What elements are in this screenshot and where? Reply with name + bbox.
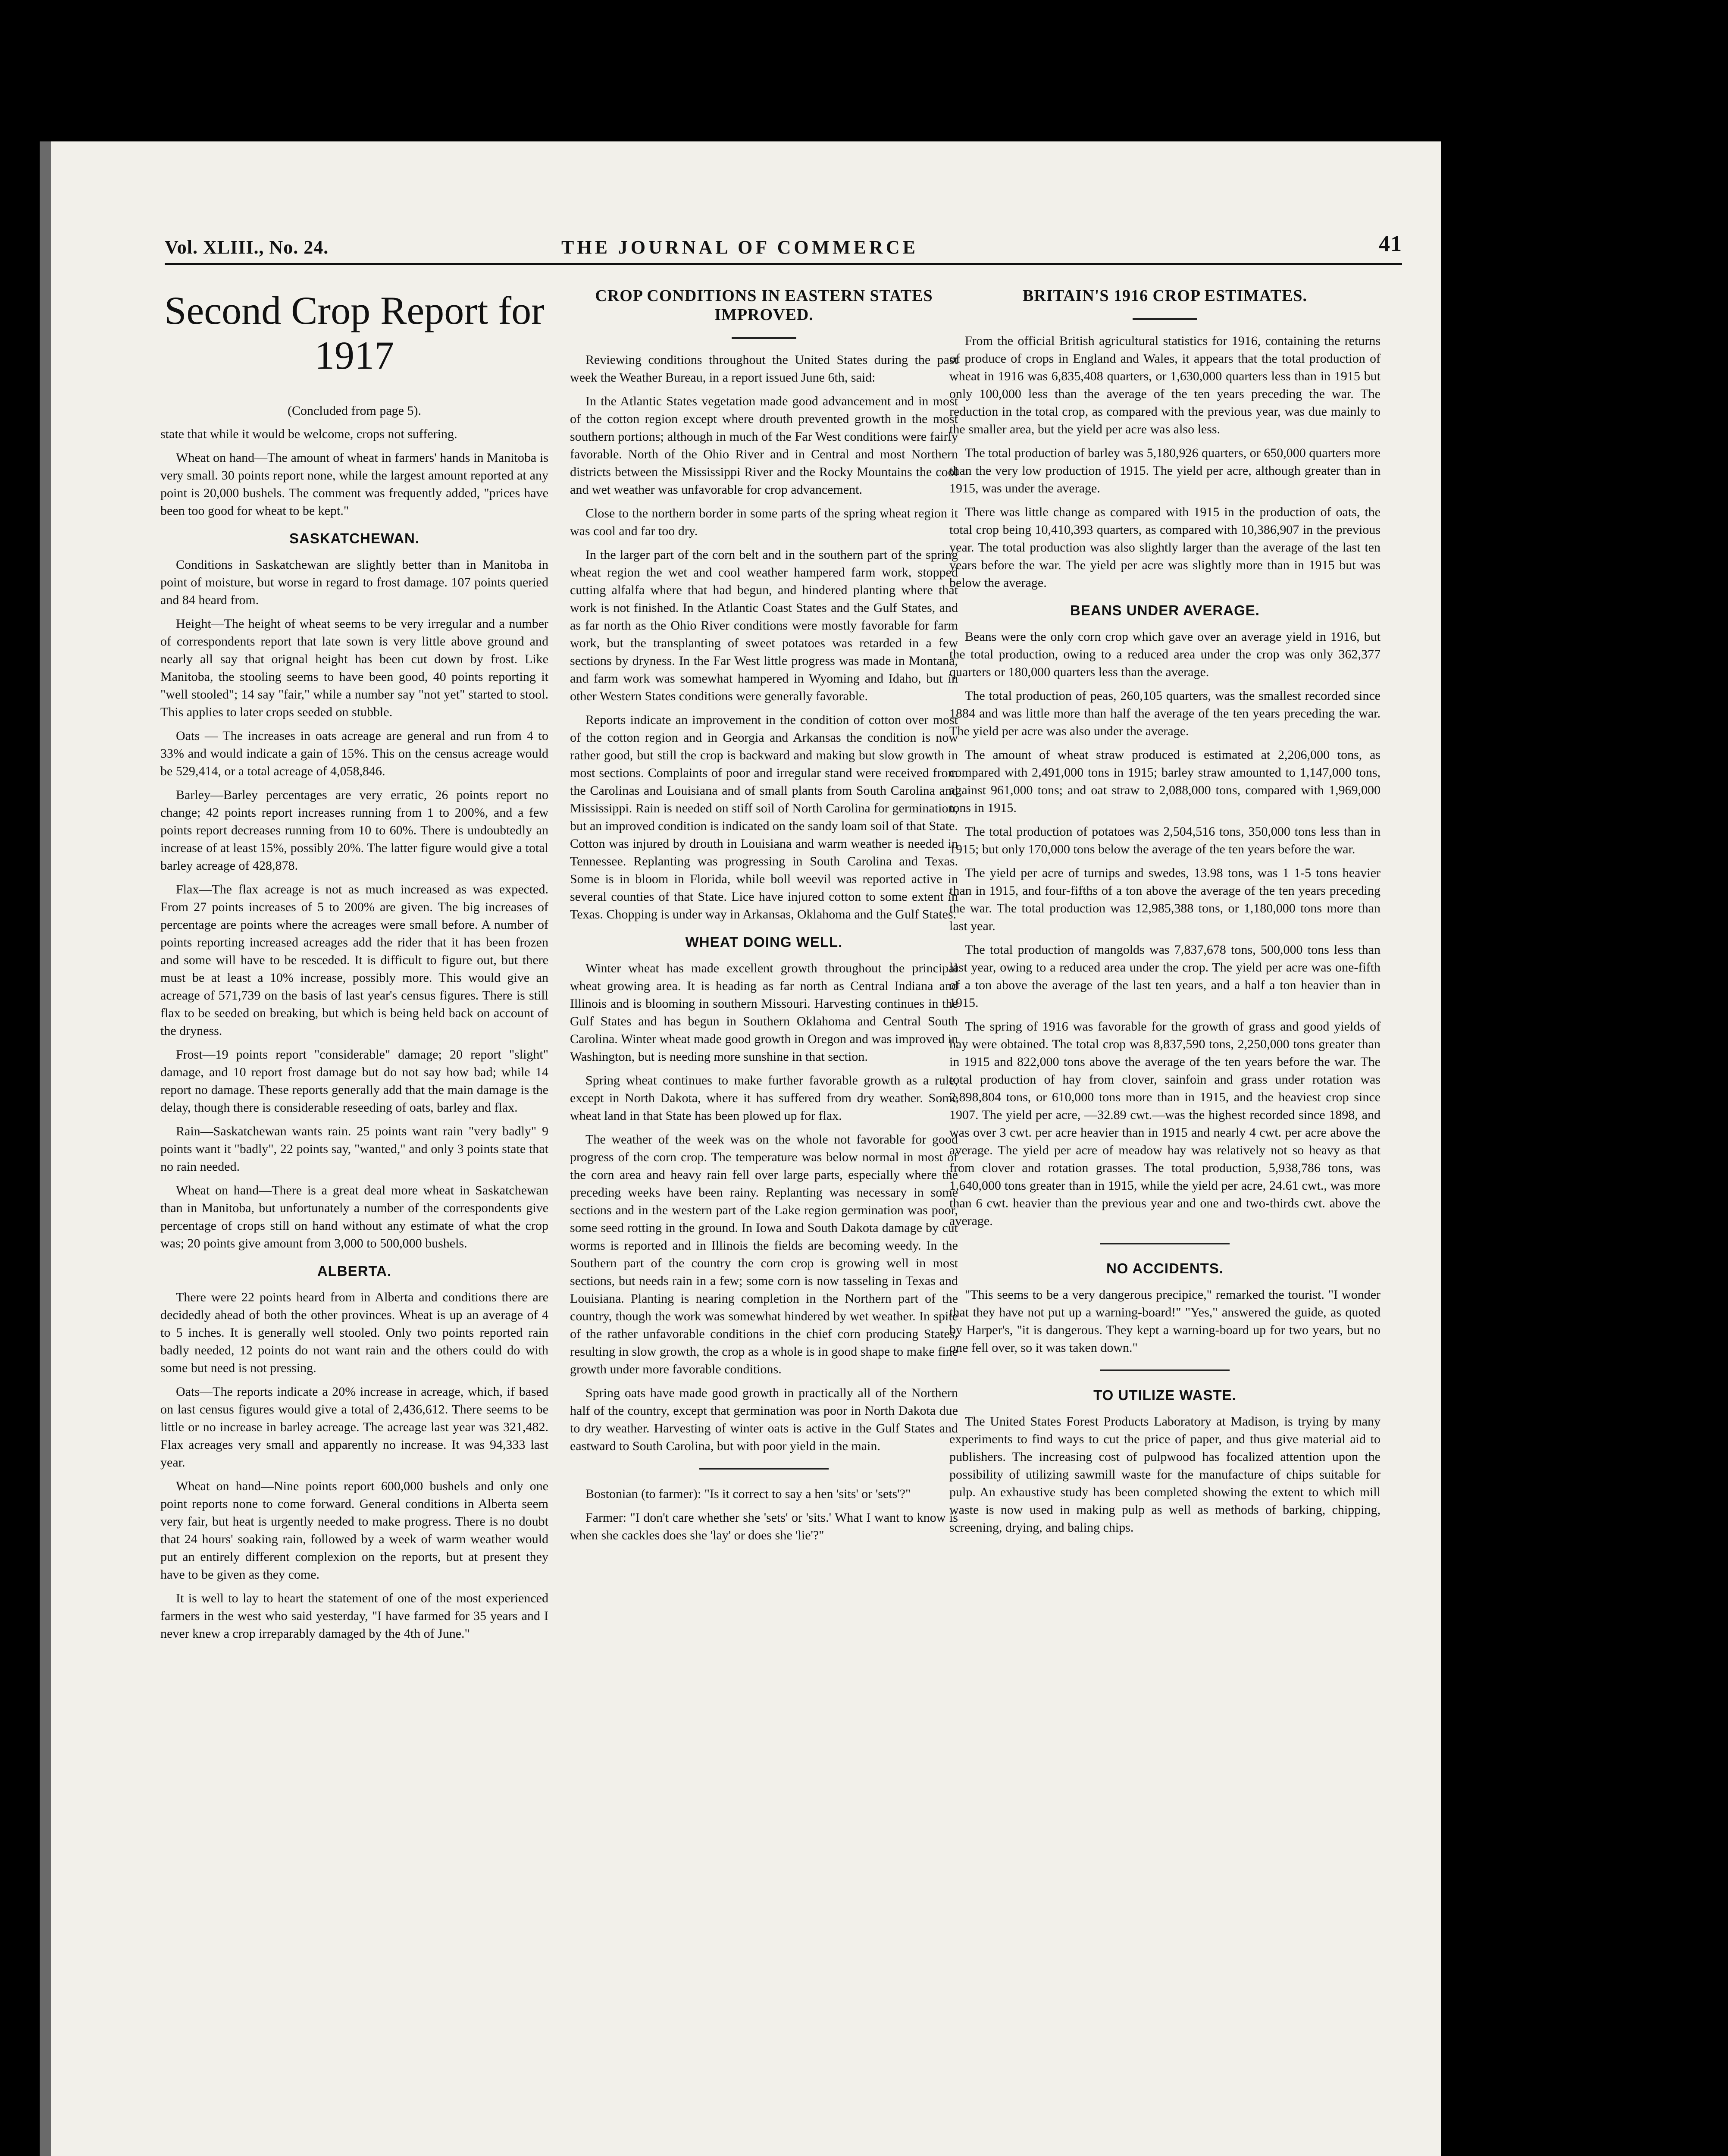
paragraph: Oats — The increases in oats acreage are general and run from 4 to 33% and would indicate a gain of 15%. This on the census acreage would be 529,414, or a total acreage of 4,058,846. — [160, 729, 548, 778]
paragraph: Frost—19 points report "considerable" damage; 20 report "slight" damage, and 10 report frost damage but do not say how bad; while 14 report no damage. These reports generally add that the main damage is the delay, though there is considerable reseeding of oats, barley and flax. — [160, 1047, 548, 1115]
paragraph: There were 22 points heard from in Alberta and conditions there are decidedly ahead of both the other provinces. Wheat is up an average of 4 to 5 inches. It is generally well stooled. Only two points reported rain badly needed, 12 points do not want rain and the others could do with some but need is not pressing. — [160, 1290, 548, 1375]
page-number: 41 — [1379, 232, 1402, 256]
paragraph: Oats—The reports indicate a 20% increase in acreage, which, if based on last census figures would give a total of 2,436,612. There seems to be little or no increase in barley acreage. The acreage last year was 321,482. Flax acreages very small and apparently no increase. It was 94,333 last year. — [160, 1385, 548, 1470]
paragraph: Height—The height of wheat seems to be very irregular and a number of correspondents report that late sown is very little above ground and nearly all say that orignal height has been cut down by frost. Like Manitoba, the stooling seems to have been good, 40 points reporting it "well stooled"; 14 say "fair," while a number say "not yet" started to stool. This applies to later crops seeded on stubble. — [160, 617, 548, 719]
page-header — [165, 232, 1402, 266]
paragraph: There was little change as compared with 1915 in the production of oats, the total crop being 10,410,393 quarters, as compared with 10,386,907 in the previous year. The total production was also slightly larger than the average of the last ten years before the war. The yield per acre was slightly more than in 1915 but was below the average. — [949, 505, 1381, 590]
paragraph: Rain—Saskatchewan wants rain. 25 points want rain "very badly" 9 points want it "badly", 22 points say, "wanted," and only 3 points state that no rain needed. — [160, 1124, 548, 1174]
paragraph: The amount of wheat straw produced is estimated at 2,206,000 tons, as compared with 2,491,000 tons in 1915; barley straw amounted to 1,147,000 tons, against 961,000 tons; and oat straw to 2,088,000 tons, compared with 1,969,000 tons in 1915. — [949, 748, 1381, 815]
paragraph: The total production of barley was 5,180,926 quarters, or 650,000 quarters more than the very low production of 1915. The yield per acre, although greater than in 1915, was under the average. — [949, 446, 1381, 495]
section-heading-saskatchewan: SASKATCHEWAN. — [289, 530, 420, 546]
section-heading-accidents: NO ACCIDENTS. — [1106, 1260, 1224, 1276]
article-title-eastern-states: CROP CONDITIONS IN EASTERN STATES IMPROVED. — [595, 287, 933, 324]
paragraph: The total production of peas, 260,105 quarters, was the smallest recorded since 1884 and was little more than half the average of the ten years preceding the war. The yield per acre was also under the average. — [949, 689, 1381, 738]
paragraph: Close to the northern border in some parts of the spring wheat region it was cool and far too dry. — [570, 506, 958, 538]
paragraph: The spring of 1916 was favorable for the growth of grass and good yields of hay were obtained. The total crop was 8,837,590 tons, 2,250,000 tons greater than in 1915 and 822,000 tons above the average of the ten years before the war. The total production of hay from clover, sainfoin and grass under rotation was 2,898,804 tons, or 610,000 tons more than in 1915, and the heaviest crop since 1907. The yield per acre, —32.89 cwt.—was the highest recorded since 1898, and was over 3 cwt. per acre heavier than in 1915 and nearly 4 cwt. per acre above the average. The yield per acre of meadow hay was relatively not so heavy as that from clover and rotation grasses. The total production, 5,938,786 tons, was 1,640,000 tons greater than in 1915, while the yield per acre, 24.61 cwt., was more than 6 cwt. heavier than the previous year and one and two-thirds cwt. above the average. — [949, 1019, 1381, 1228]
section-heading-alberta: ALBERTA. — [317, 1263, 392, 1279]
paragraph: Reviewing conditions throughout the United States during the past week the Weather Bureau, in a report issued June 6th, said: — [570, 353, 958, 385]
paragraph: Beans were the only corn crop which gave over an average yield in 1916, but the total production, owing to a reduced area under the crop was only 362,377 quarters or 180,000 quarters less than the average. — [949, 630, 1381, 679]
article-title-britain-crop: BRITAIN'S 1916 CROP ESTIMATES. — [1023, 287, 1307, 305]
paragraph: Winter wheat has made excellent growth throughout the principal wheat growing area. It is heading as far north as Central Indiana and Illinois and is blooming in southern Missouri. Harvesting continues in the Gulf States and has begun in Southern Oklahoma and Central South Carolina. Winter wheat made good growth in Oregon and was improved in Washington, but is needing more sunshine in that section. — [570, 961, 958, 1064]
paragraph: Wheat on hand—There is a great deal more wheat in Saskatchewan than in Manitoba, but unfortunately a number of the correspondents give percentage of crops still on hand without any estimate of what the crop was; 20 points give amount from 3,000 to 500,000 bushels. — [160, 1183, 548, 1250]
paragraph: The United States Forest Products Laboratory at Madison, is trying by many experiments to find ways to cut the price of paper, and thus give material aid to publishers. The increasing cost of pulpwood has focalized attention upon the possibility of utilizing sawmill waste for the manufacture of chips suitable for pulp. An exhaustive study has been completed showing the extent to which mill waste is now used in making pulp as well as methods of barking, chipping, screening, drying, and baling chips. — [949, 1414, 1381, 1535]
column-3 — [949, 271, 1381, 2151]
volume-number: Vol. XLIII., No. 24. — [165, 237, 329, 258]
article-title-crop-report: Second Crop Report for 1917 — [164, 288, 545, 377]
title-rule — [732, 337, 796, 339]
paragraph: Spring oats have made good growth in practically all of the Northern half of the country, except that germination was poor in North Dakota due to dry weather. Harvesting of winter oats is active in the Gulf States and eastward to South Carolina, but with poor yield in the main. — [570, 1386, 958, 1453]
paragraph: Spring wheat continues to make further favorable growth as a rule, except in North Dakota, where it has suffered from dry weather. Some wheat land in that State has been plowed up for flax. — [570, 1073, 958, 1123]
joke-line: Bostonian (to farmer): "Is it correct to say a hen 'sits' or 'sets'?" — [585, 1487, 911, 1501]
journal-title: THE JOURNAL OF COMMERCE — [561, 237, 918, 258]
paragraph: The total production of mangolds was 7,837,678 tons, 500,000 tons less than last year, owing to a reduced area under the crop. The yield per acre was one-fifth of a ton above the average of the last ten years, and a half a ton heavier than in 1915. — [949, 943, 1381, 1010]
column-1 — [160, 271, 548, 2151]
paragraph: The weather of the week was on the whole not favorable for good progress of the corn crop. The temperature was below normal in most of the corn area and heavy rain fell over large parts, especially where the preceding weeks have been rainy. Replanting was necessary in some sections and in the western part of the Lake region germination was poor, some seed rotting in the ground. In Iowa and South Dakota damage by cut worms is reported and in Illinois the fields are becoming weedy. In the Southern part of the country the corn crop is growing well in most sections, but needs rain in a few; some corn is now tasseling in Texas and Louisiana. Planting is nearing completion in the Northern part of the country, though the work was somewhat hindered by wet weather. In spite of the rather unfavorable conditions in the chief corn producing States, resulting in slow growth, the crop as a whole is in good shape to make fine growth under more favorable conditions. — [570, 1132, 958, 1376]
paragraph: It is well to lay to heart the statement of one of the most experienced farmers in the west who said yesterday, "I have farmed for 35 years and I never knew a crop irreparably damaged by the 4th of June." — [160, 1591, 548, 1641]
paragraph: Conditions in Saskatchewan are slightly better than in Manitoba in point of moisture, but worse in regard to frost damage. 107 points queried and 84 heard from. — [160, 558, 548, 607]
paragraph: Barley—Barley percentages are very erratic, 26 points report no change; 42 points report increases running from 1 to 200%, and a few points report decreases running from 10 to 60%. There is undoubtedly an increase of at least 15%, possibly 20%. The latter figure would give a total barley acreage of 428,878. — [160, 788, 548, 873]
paragraph: The yield per acre of turnips and swedes, 13.98 tons, was 1 1-5 tons heavier than in 1915, and four-fifths of a ton above the average of the ten years preceding the war. The total production was 12,985,388 tons, or 1,180,000 tons more than last year. — [949, 866, 1381, 933]
section-heading-wheat: WHEAT DOING WELL. — [685, 934, 843, 950]
continued-note: (Concluded from page 5). — [288, 404, 421, 418]
paragraph: In the Atlantic States vegetation made good advancement and in most of the cotton region except where drouth prevented growth in the most southern portions; although in much of the Far West conditions were fairly favorable. North of the Ohio River and in Central and most Northern districts between the Mississippi River and the Rocky Mountains the cool and wet weather was unfavorable for crop advancement. — [570, 394, 958, 497]
divider-rule — [699, 1468, 829, 1470]
paragraph: Wheat on hand—The amount of wheat in farmers' hands in Manitoba is very small. 30 points report none, while the largest amount reported at any point is 20,000 bushels. The comment was frequently added, "prices have been too good for wheat to be kept." — [160, 451, 548, 518]
section-heading-beans: BEANS UNDER AVERAGE. — [1070, 602, 1260, 618]
paragraph: In the larger part of the corn belt and in the southern part of the spring wheat region the wet and cool weather hampered farm work, stopped cutting alfalfa where that had begun, and hindered planting where that work is not finished. In the Atlantic Coast States and the Gulf States, and as far north as the Ohio River conditions were mostly favorable for farm work, but the transplanting of sweet potatoes was retarded in a few sections by dryness. In the Far West little progress was made in Montana, and farm work was somewhat hampered in Wyoming and Idaho, but in other Western States conditions were generally favorable. — [570, 548, 958, 703]
newspaper-page — [40, 141, 1441, 2156]
paragraph: The total production of potatoes was 2,504,516 tons, 350,000 tons less than in 1915; but only 170,000 tons below the average of the ten years before the war. — [949, 824, 1381, 856]
divider-rule — [1100, 1369, 1230, 1371]
header-rule — [165, 263, 1402, 265]
section-heading-waste: TO UTILIZE WASTE. — [1093, 1387, 1237, 1403]
paragraph: Flax—The flax acreage is not as much increased as was expected. From 27 points increases of 5 to 200% are given. The big increases of percentage are points where the acreages were small before. A number of points reporting increased acreages add the rider that it has been frozen and some will have to be resceded. It is difficult to figure out, but there must be at least a 10% increase, possibly more. This would give an acreage of 571,739 on the basis of last year's census figures. There is still flax to be seeded on breaking, but which is being held back on account of the dryness. — [160, 882, 548, 1038]
paragraph: Reports indicate an improvement in the condition of cotton over most of the cotton region and in Georgia and Arkansas the condition is now rather good, but still the crop is backward and making but slow growth in most sections. Complaints of poor and irregular stand were received from the Carolinas and Louisiana and of small plants from South Carolina and Mississippi. Rain is needed on stiff soil of North Carolina for germination, but an improved condition is indicated on the sandy loam soil of that State. Cotton was injured by drouth in Louisiana and warm weather is needed in Tennessee. Replanting was progressing in South Carolina and Texas. Some is in bloom in Florida, while boll weevil was reported active in several counties of that State. Lice have injured cotton to some extent in Texas. Chopping is under way in Arkansas, Oklahoma and the Gulf States. — [570, 713, 958, 921]
title-rule — [1133, 318, 1197, 320]
paragraph: "This seems to be a very dangerous precipice," remarked the tourist. "I wonder that they have not put up a warning-board!" "Yes," answered the guide, as quoted by Harper's, "it is dangerous. They kept a warning-board up for two years, but no one fell over, so it was taken down." — [949, 1288, 1381, 1355]
column-2 — [570, 271, 958, 2151]
paragraph: state that while it would be welcome, crops not suffering. — [160, 427, 457, 441]
paragraph: Wheat on hand—Nine points report 600,000 bushels and only one point reports none to come forward. General conditions in Alberta seem very fair, but heat is urgently needed to make progress. There is no doubt that 24 hours' soaking rain, followed by a week of warm weather would put an entirely different complexion on the reports, but at present they have to be given as they come. — [160, 1479, 548, 1582]
joke-line: Farmer: "I don't care whether she 'sets' or 'sits.' What I want to know is when she cackles does she 'lay' or does she 'lie'?" — [570, 1510, 958, 1542]
paragraph: From the official British agricultural statistics for 1916, containing the returns of produce of crops in England and Wales, it appears that the total production of wheat in 1916 was 6,835,408 quarters, or 1,630,000 quarters less than in 1915 but only 100,000 less than the average of the ten years preceding the war. The reduction in the total crop, as compared with the previous year, was due mainly to the smaller area, but the yield per acre was also less. — [949, 334, 1381, 436]
divider-rule — [1100, 1243, 1230, 1244]
